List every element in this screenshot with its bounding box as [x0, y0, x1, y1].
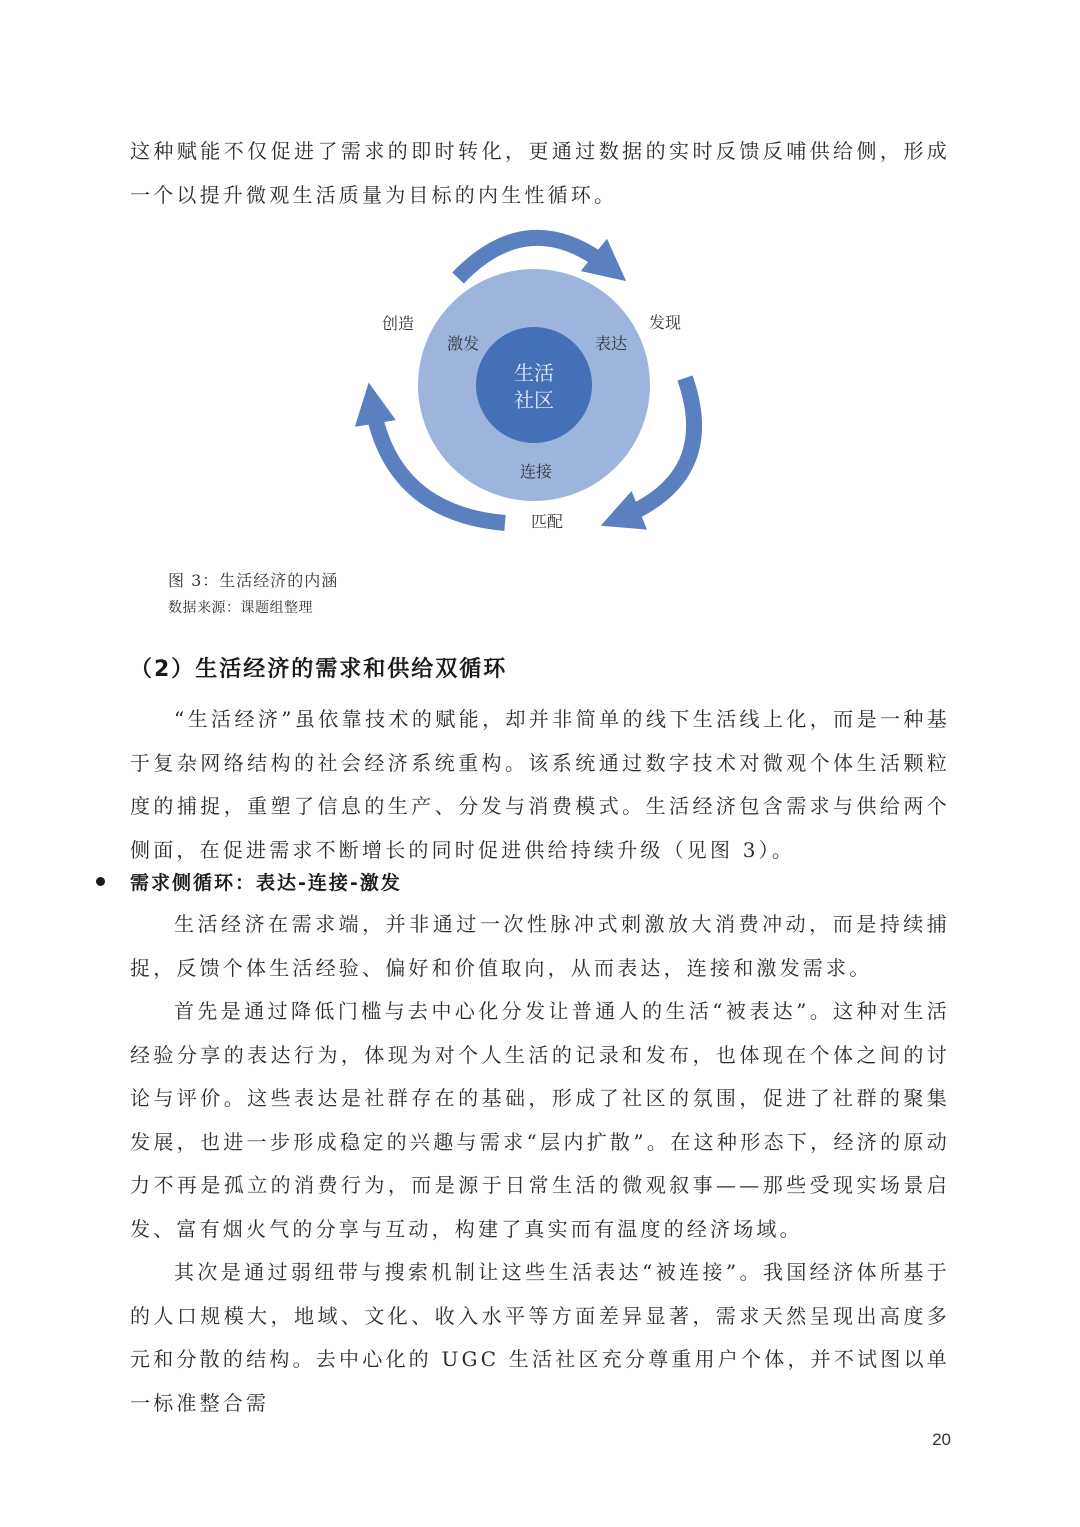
label-lianjie: 连接: [519, 462, 553, 481]
center-label-1: 生活: [514, 361, 554, 385]
bullet-dot-icon: [96, 877, 105, 886]
label-faxian: 发现: [648, 313, 682, 332]
bullet-item: [96, 866, 402, 896]
paragraph-2: 生活经济在需求端，并非通过一次性脉冲式刺激放大消费冲动，而是持续捕捉，反馈个体生活经验、偏好和价值取向，从而表达，连接和激发需求。: [130, 912, 950, 980]
label-chuangzao: 创造: [381, 314, 415, 333]
label-jifa: 激发: [446, 334, 480, 353]
page-number: 20: [932, 1430, 951, 1449]
center-circle: [476, 327, 592, 443]
center-label-2: 社区: [514, 388, 554, 412]
paragraph-4: 其次是通过弱纽带与搜索机制让这些生活表达“被连接”。我国经济体所基于的人口规模大，地域、文化、收入水平等方面差异显著，需求天然呈现出高度多元和分散的结构。去中心化的 UGC 生活社区充分尊重用户个体，并不试图以单一标准整合需: [130, 1260, 950, 1415]
figure-source: 数据来源：课题组整理: [168, 600, 313, 616]
paragraph-3: 首先是通过降低门槛与去中心化分发让普通人的生活“被表达”。这种对生活经验分享的表达行为，体现为对个人生活的记录和发布，也体现在个体之间的讨论与评价。这些表达是社群存在的基础，形成了社区的氛围，促进了社群的聚集发展，也进一步形成稳定的兴趣与需求“层内扩散”。在这种形态下，经济的原动力不再是孤立的消费行为，而是源于日常生活的微观叙事——那些受现实场景启发、富有烟火气的分享与互动，构建了真实而有温度的经济场域。: [130, 999, 950, 1241]
paragraph-1: “生活经济”虽依靠技术的赋能，却并非简单的线下生活线上化，而是一种基于复杂网络结构的社会经济系统重构。该系统通过数字技术对微观个体生活颗粒度的捕捉，重塑了信息的生产、分发与消费模式。生活经济包含需求与供给两个侧面，在促进需求不断增长的同时促进供给持续升级（见图 3）。: [130, 707, 950, 862]
section-heading: （2）生活经济的需求和供给双循环: [130, 657, 508, 682]
figure-caption: 图 3：生活经济的内涵: [168, 571, 339, 590]
intro-paragraph: 这种赋能不仅促进了需求的即时转化，更通过数据的实时反馈反哺供给侧，形成一个以提升微观生活质量为目标的内生性循环。: [130, 139, 950, 207]
label-biaoda: 表达: [594, 334, 628, 353]
bullet-heading: 需求侧循环：表达-连接-激发: [130, 871, 402, 894]
life-economy-diagram: [340, 218, 740, 558]
label-pipei: 匹配: [530, 512, 564, 531]
